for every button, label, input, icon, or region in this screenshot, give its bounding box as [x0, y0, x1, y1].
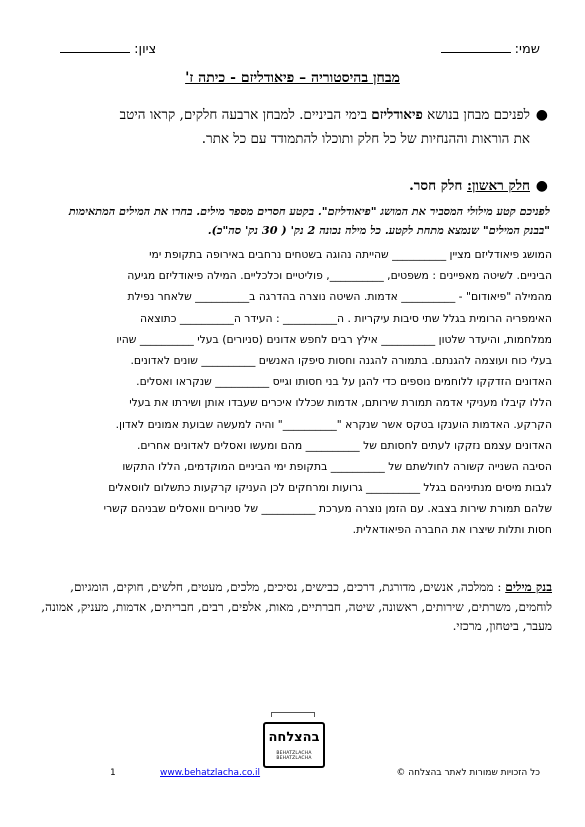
intro-post: בימי הביניים. למבחן ארבעה חלקים, קראו היטב את הוראות וההנחיות של כל חלק ותוכלו להתמודד עם כל אתר. [119, 107, 530, 147]
name-label: שמי: [514, 42, 540, 57]
word-bank-label: בנק מילים [505, 580, 552, 594]
page-title [0, 70, 585, 87]
site-link[interactable]: www.behatzlacha.co.il [160, 768, 261, 778]
passage-line: הביניים. לשיטה מאפיינים : משפטים, __________, פוליטיים וכלכליים. המילה פיאודליזם מגיעה [127, 269, 552, 283]
word-bank [40, 578, 552, 637]
section-heading-label: חלק ראשון: [467, 178, 530, 194]
grade-field[interactable] [60, 40, 156, 57]
passage-line: הקרקע. האדמות הוענקו בטקס אשר שנקרא "__________" והיה למעשה שבועת אמונים לאדון. [115, 417, 552, 431]
passage-line: בעלי כוח ועוצמה להגנתם. בתמורה להגנה וחסות סיפקו האנשים __________ שונים לאדונים. [130, 353, 552, 367]
passage-line: מהמילה "פיאודום" - __________ אדמות. השיטה נוצרה בהדרגה ב__________ שלאחר נפילת [127, 290, 552, 304]
behatzlacha-logo [263, 722, 325, 768]
passage-line: חסות ותלות שיצרו את החברה הפיאודאלית. [352, 523, 552, 537]
passage-line: ממלחמות, והיעדר שלטון __________ אילץ רבים לחפש אדונים (סניורים) בעלי __________ שהיו [116, 332, 552, 346]
passage-line: האדונים עצמם נזקקו לעתים לחסותם של __________ מהם ומעשו ואסלים לאדונים אחרים. [136, 438, 552, 452]
grade-label: ציון: [134, 42, 157, 57]
bullet-icon: ● [535, 107, 548, 123]
passage-line: המושג פיאודליזם מציין __________ שהייתה נהוגה בשטחים נרחבים באירופה בתקופת ימי [149, 248, 552, 261]
logo-tagline: BEHATZLACHA BEHATZLACHA [276, 751, 312, 761]
passage-line: האימפריה הרומית בגלל שתי סיבות עיקריות . ה__________ : העידר ה__________ כתוצאה [139, 311, 552, 325]
page-title-text: מבחן בהיסטוריה – פיאודליזם - כיתה ז' [185, 70, 400, 86]
grade-blank-line [60, 40, 130, 53]
passage-line: לגבות מיסים מנתיניהם בגלל __________ גרועות ומרחקים לכן העניקו קרקעות כתשלום לווסאלים [108, 481, 552, 495]
student-name-field[interactable] [441, 40, 540, 57]
passage-line: הללו קיבלו מעניקי אדמה תמורת שירותם, אדמות שכללו איכרים שעבדו אותן ושירתו את בעלי [129, 396, 552, 410]
word-bank-words: : ממלכה, אנשים, מדורגת, דרכים, כבישים, נסיכים, מלכים, מעטים, חלשים, חוקים, הומגיום, לוחמים, משרתים, שירותים, ראשונה, שיטה, חברתיים, מאות, אלפים, רבים, חבריתים, אדמות, מעניק, אמונה, מעבר, ביטחון, מרכזי. [41, 580, 552, 633]
section-instructions: לפניכם קטע מילולי המסביר את המושג "פיאודליזם". בקטע חסרים מספר מילים. בחרו את המילים המתאימות "בבנק המילים" שנמצא מתחת לקטע. כל מילה נכונה 2 נק' ( 30 נק' סה"כ). [68, 204, 550, 237]
intro-pre: לפניכם מבחן בנושא [422, 107, 530, 123]
section-subheading: חלק חסר. [409, 178, 468, 194]
intro-paragraph [100, 103, 548, 151]
bullet-icon: ● [535, 178, 548, 194]
name-blank-line [441, 40, 511, 53]
logo-top-bar [271, 712, 315, 717]
passage-line: האדונים הזדקקו ללוחמים נוספים כדי להגן על בני חסותו וגייס __________ שנקראו ואסלים. [136, 375, 552, 389]
passage-line: שלהם תמורת שירות בצבא. עם הזמן נוצרה מערכת __________ של סניורים וואסלים שבניהם קשרי [103, 502, 552, 516]
passage-line: הסיבה השנייה קשורה לחולשתם של __________ בתקופת ימי הביניים המוקדמים, הללו התקשו [122, 459, 552, 473]
section-heading [300, 178, 548, 194]
page-number: 1 [110, 768, 116, 778]
logo-word: בהצלחה [268, 730, 320, 745]
intro-bold: פיאודליזם [371, 107, 423, 123]
copyright-text: כל הזכויות שמורות לאתר בהצלחה © [396, 768, 540, 778]
fill-in-passage [40, 244, 552, 541]
header-row [60, 40, 540, 60]
